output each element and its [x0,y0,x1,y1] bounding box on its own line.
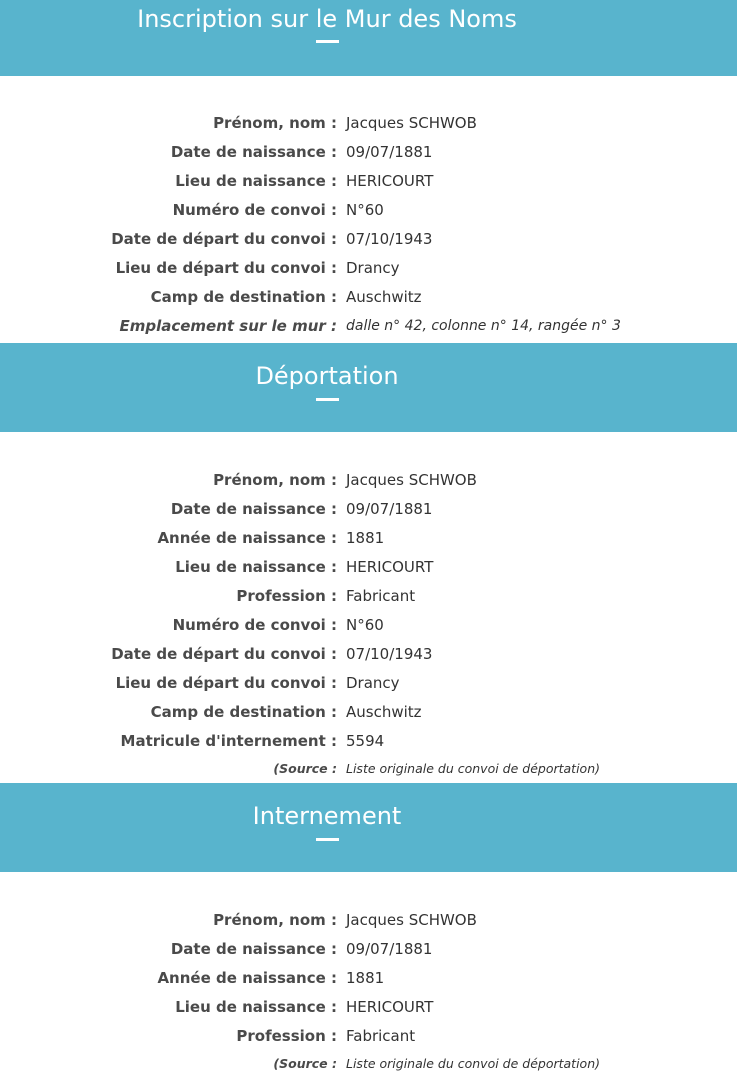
field-value: 1881 [346,529,385,547]
field-value: 09/07/1881 [346,940,433,958]
field-value: Jacques SCHWOB [346,911,477,929]
field-value: 07/10/1943 [346,230,433,248]
field-label: Date de départ du convoi : [111,645,337,663]
field-row-lieu-naissance [0,553,737,582]
field-label: Matricule d'internement : [120,732,337,750]
field-label: Profession : [236,1027,337,1045]
field-value: 1881 [346,969,385,987]
source-note [0,1051,737,1076]
field-value: dalle n° 42, colonne n° 14, rangée n° 3 [346,318,621,334]
section-banner-deportation [0,343,737,432]
field-row-numero-convoi [0,196,737,225]
field-value: Jacques SCHWOB [346,471,477,489]
field-row-numero-convoi [0,611,737,640]
field-value: Fabricant [346,1027,416,1045]
field-value: N°60 [346,201,384,219]
field-row-prenom-nom [0,466,737,495]
section-rows-internement [0,906,737,1076]
section-rows-deportation [0,466,737,781]
field-row-date-depart [0,640,737,669]
field-value: Auschwitz [346,703,422,721]
field-label: Année de naissance : [157,529,337,547]
section-title: Internement [252,802,402,830]
field-row-lieu-naissance [0,993,737,1022]
section-title: Inscription sur le Mur des Noms [137,5,517,33]
title-underline [316,398,339,401]
field-row-date-naissance [0,495,737,524]
field-row-camp-destination [0,283,737,312]
field-row-lieu-depart [0,254,737,283]
field-value: Drancy [346,259,400,277]
section-title: Déportation [255,362,399,390]
field-value: 09/07/1881 [346,500,433,518]
field-label: Lieu de départ du convoi : [115,259,337,277]
field-row-annee-naissance [0,964,737,993]
field-value: 07/10/1943 [346,645,433,663]
field-row-camp-destination [0,698,737,727]
field-value: Jacques SCHWOB [346,114,477,132]
field-label: Prénom, nom : [213,911,337,929]
field-value: 5594 [346,732,385,750]
field-label: Numéro de convoi : [172,201,337,219]
field-row-profession [0,1022,737,1051]
source-value: Liste originale du convoi de déportation) [346,1056,600,1071]
field-label: Date de naissance : [170,940,337,958]
field-label: Date de naissance : [170,500,337,518]
field-row-lieu-naissance [0,167,737,196]
field-label: Lieu de naissance : [175,172,337,190]
field-row-prenom-nom [0,906,737,935]
field-value: HERICOURT [346,998,434,1016]
field-row-matricule [0,727,737,756]
source-note [0,756,737,781]
field-label: Emplacement sur le mur : [119,317,337,335]
field-label: Camp de destination : [150,703,337,721]
field-row-prenom-nom [0,109,737,138]
field-label: Camp de destination : [150,288,337,306]
section-rows-mur-des-noms [0,109,737,341]
field-value: Auschwitz [346,288,422,306]
field-row-date-depart [0,225,737,254]
field-label: Lieu de naissance : [175,998,337,1016]
field-value: HERICOURT [346,558,434,576]
field-label: Date de départ du convoi : [111,230,337,248]
source-label: (Source : [273,761,337,776]
field-value: HERICOURT [346,172,434,190]
field-row-annee-naissance [0,524,737,553]
field-row-date-naissance [0,138,737,167]
field-row-date-naissance [0,935,737,964]
field-row-profession [0,582,737,611]
field-value: 09/07/1881 [346,143,433,161]
field-label: Profession : [236,587,337,605]
field-label: Année de naissance : [157,969,337,987]
field-label: Prénom, nom : [213,114,337,132]
field-label: Prénom, nom : [213,471,337,489]
field-value: Drancy [346,674,400,692]
section-banner-internement [0,783,737,872]
field-label: Numéro de convoi : [172,616,337,634]
field-value: N°60 [346,616,384,634]
source-label: (Source : [273,1056,337,1071]
field-label: Lieu de départ du convoi : [115,674,337,692]
section-banner-mur-des-noms [0,0,737,76]
title-underline [316,838,339,841]
field-row-lieu-depart [0,669,737,698]
title-underline [316,40,339,43]
field-row-emplacement-mur [0,312,737,341]
field-label: Date de naissance : [170,143,337,161]
field-label: Lieu de naissance : [175,558,337,576]
source-value: Liste originale du convoi de déportation) [346,761,600,776]
field-value: Fabricant [346,587,416,605]
